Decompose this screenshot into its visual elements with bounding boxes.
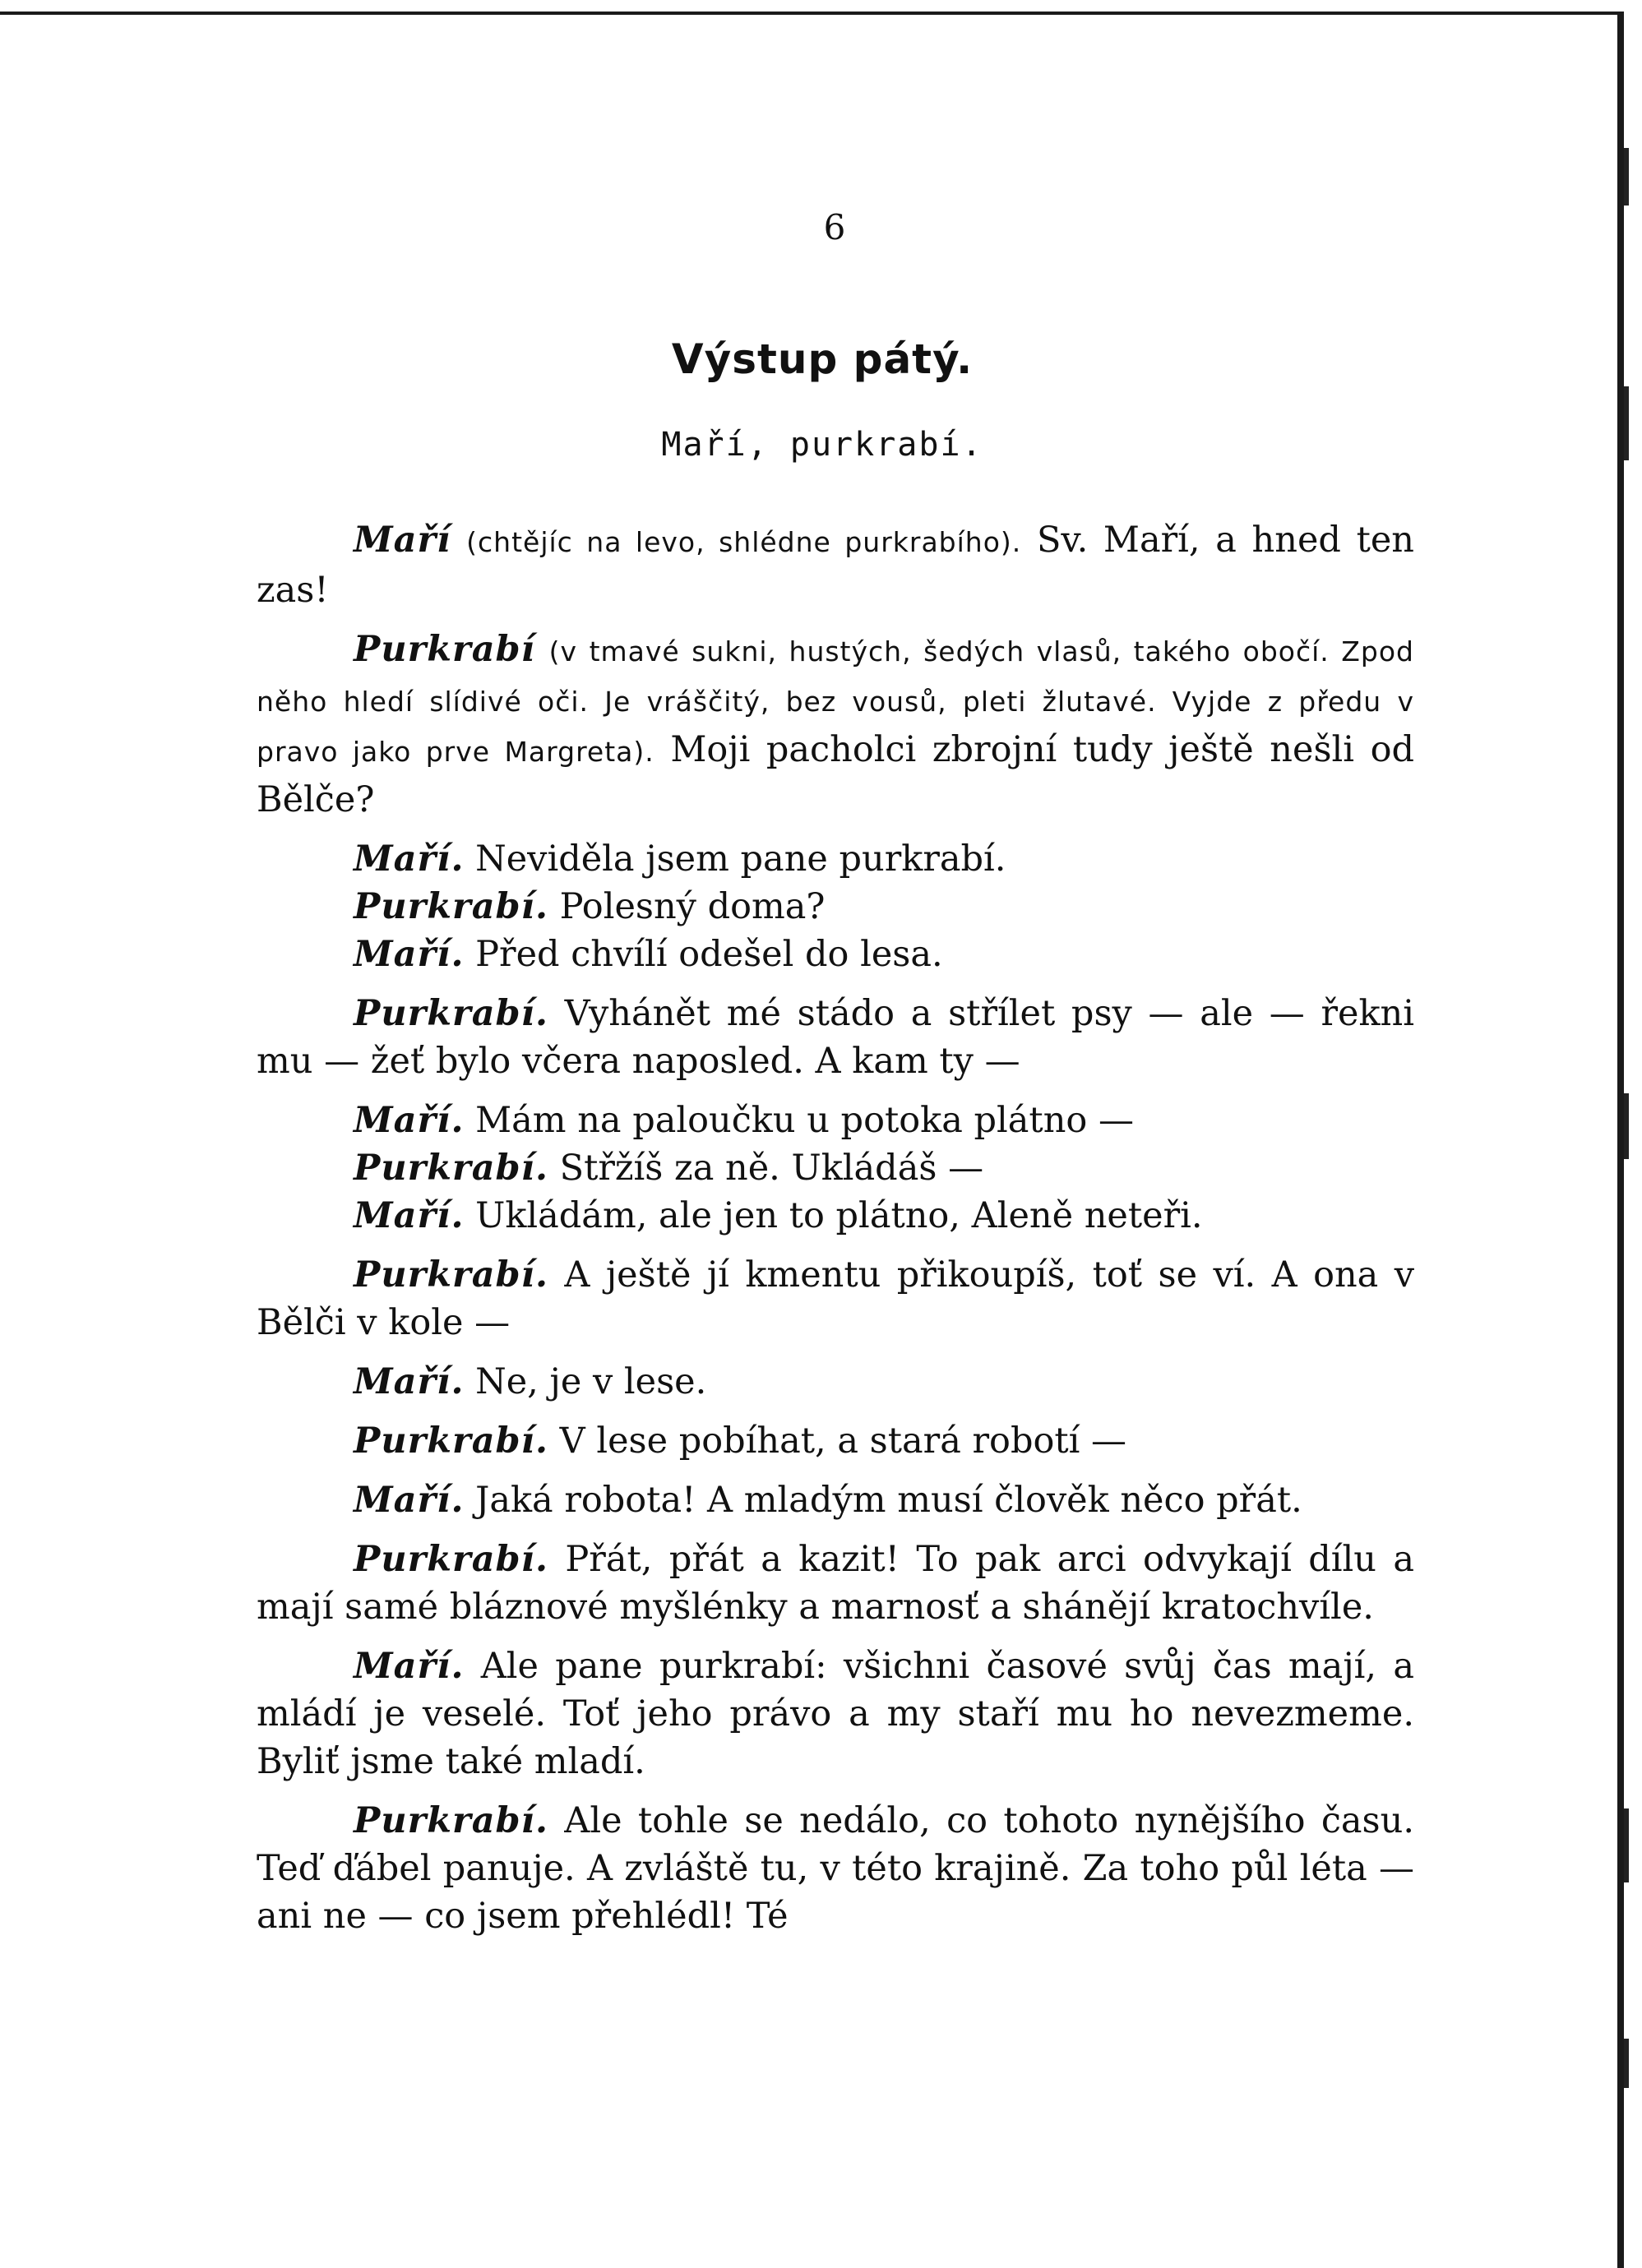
speaker-name: Purkrabí. bbox=[354, 1148, 548, 1189]
dialogue-line bbox=[257, 1536, 1414, 1631]
dialogue-line bbox=[257, 1251, 1414, 1346]
dialogue-line bbox=[257, 1417, 1414, 1465]
stage-direction: (chtějíc na levo, shlédne purkrabího). bbox=[466, 526, 1022, 558]
dialogue-line bbox=[257, 1797, 1414, 1940]
cast-list: Maří, purkrabí. bbox=[661, 426, 983, 464]
dialogue-line bbox=[257, 1097, 1414, 1144]
dialogue-line bbox=[257, 1476, 1414, 1524]
speaker-name: Maří. bbox=[354, 1646, 465, 1687]
scan-edge-mark bbox=[1624, 2039, 1629, 2088]
dialogue-text: Před chvílí odešel do lesa. bbox=[475, 934, 943, 975]
dialogue-line bbox=[257, 990, 1414, 1085]
scene-title: Výstup pátý. bbox=[671, 335, 974, 383]
speaker-name: Maří bbox=[354, 520, 451, 561]
scan-edge-mark bbox=[1624, 1808, 1629, 1882]
speaker-name: Maří. bbox=[354, 838, 465, 880]
scan-edge-mark bbox=[1624, 1093, 1629, 1159]
speaker-name: Purkrabí bbox=[354, 629, 535, 670]
dialogue-text: V lese pobíhat, a stará robotí — bbox=[559, 1420, 1127, 1462]
speaker-name: Maří. bbox=[354, 1480, 465, 1521]
page-number: 6 bbox=[823, 207, 846, 247]
stage-direction: (v tmavé sukni, hustých, šedých vlasů, takého obočí. Zpod něho hledí slídivé oči. Je vráščitý, bez vousů, pleti žlutavé. Vyjde z předu v pravo jako prve Margreta). bbox=[257, 635, 1415, 768]
dialogue-text: Sv. Maří, a hned ten zas! bbox=[257, 520, 1415, 611]
dialogue-text: Ale pane purkrabí: všichni časové svůj čas mají, a mládí je veselé. Toť jeho právo a my staří mu ho nevezmeme. Byliť jsme také mladí. bbox=[257, 1646, 1414, 1782]
dialogue-text: Střžíš za ně. Ukládáš — bbox=[559, 1148, 984, 1189]
dialogue-text: Jaká robota! A mladým musí člověk něco přát. bbox=[475, 1480, 1302, 1521]
dialogue-text: Moji pacholci zbrojní tudy ještě nešli od Bělče? bbox=[257, 729, 1414, 820]
dialogue-line bbox=[257, 931, 1414, 978]
dialogue-line bbox=[257, 1192, 1414, 1240]
speaker-name: Maří. bbox=[354, 934, 465, 975]
speaker-name: Purkrabí. bbox=[354, 1420, 548, 1462]
speaker-name: Purkrabí. bbox=[354, 886, 548, 927]
speaker-name: Purkrabí. bbox=[354, 1254, 548, 1296]
dialogue-block bbox=[257, 516, 1414, 1940]
dialogue-text: A ještě jí kmentu přikoupíš, toť se ví. A ona v Bělči v kole — bbox=[257, 1254, 1414, 1343]
dialogue-line bbox=[257, 1642, 1414, 1785]
speaker-name: Maří. bbox=[354, 1195, 465, 1236]
dialogue-text: Neviděla jsem pane purkrabí. bbox=[475, 838, 1006, 880]
dialogue-text: Vyhánět mé stádo a střílet psy — ale — řekni mu — žeť bylo včera naposled. A kam ty — bbox=[257, 993, 1414, 1082]
speaker-name: Maří. bbox=[354, 1100, 465, 1141]
dialogue-line bbox=[257, 1144, 1414, 1192]
speaker-name: Purkrabí. bbox=[354, 1800, 548, 1841]
scan-edge-mark bbox=[1624, 148, 1629, 206]
dialogue-text: Polesný doma? bbox=[559, 886, 826, 927]
dialogue-text: Přát, přát a kazit! To pak arci odvykají dílu a mají samé bláznové myšlénky a marnosť a shánějí kratochvíle. bbox=[257, 1539, 1415, 1628]
dialogue-line bbox=[257, 1358, 1414, 1406]
dialogue-text: Ne, je v lese. bbox=[475, 1361, 707, 1402]
speaker-name: Purkrabí. bbox=[354, 993, 548, 1034]
speaker-name: Purkrabí. bbox=[354, 1539, 548, 1580]
dialogue-line bbox=[257, 516, 1414, 614]
dialogue-line bbox=[257, 626, 1414, 824]
dialogue-line bbox=[257, 883, 1414, 931]
dialogue-text: Mám na paloučku u potoka plátno — bbox=[475, 1100, 1134, 1141]
dialogue-text: Ale tohle se nedálo, co tohoto nynějšího času. Teď ďábel panuje. A zvláště tu, v této krajině. Za toho půl léta — ani ne — co jsem přehlédl! Té bbox=[257, 1800, 1414, 1937]
speaker-name: Maří. bbox=[354, 1361, 465, 1402]
dialogue-line bbox=[257, 835, 1414, 883]
dialogue-text: Ukládám, ale jen to plátno, Aleně neteři. bbox=[475, 1195, 1203, 1236]
